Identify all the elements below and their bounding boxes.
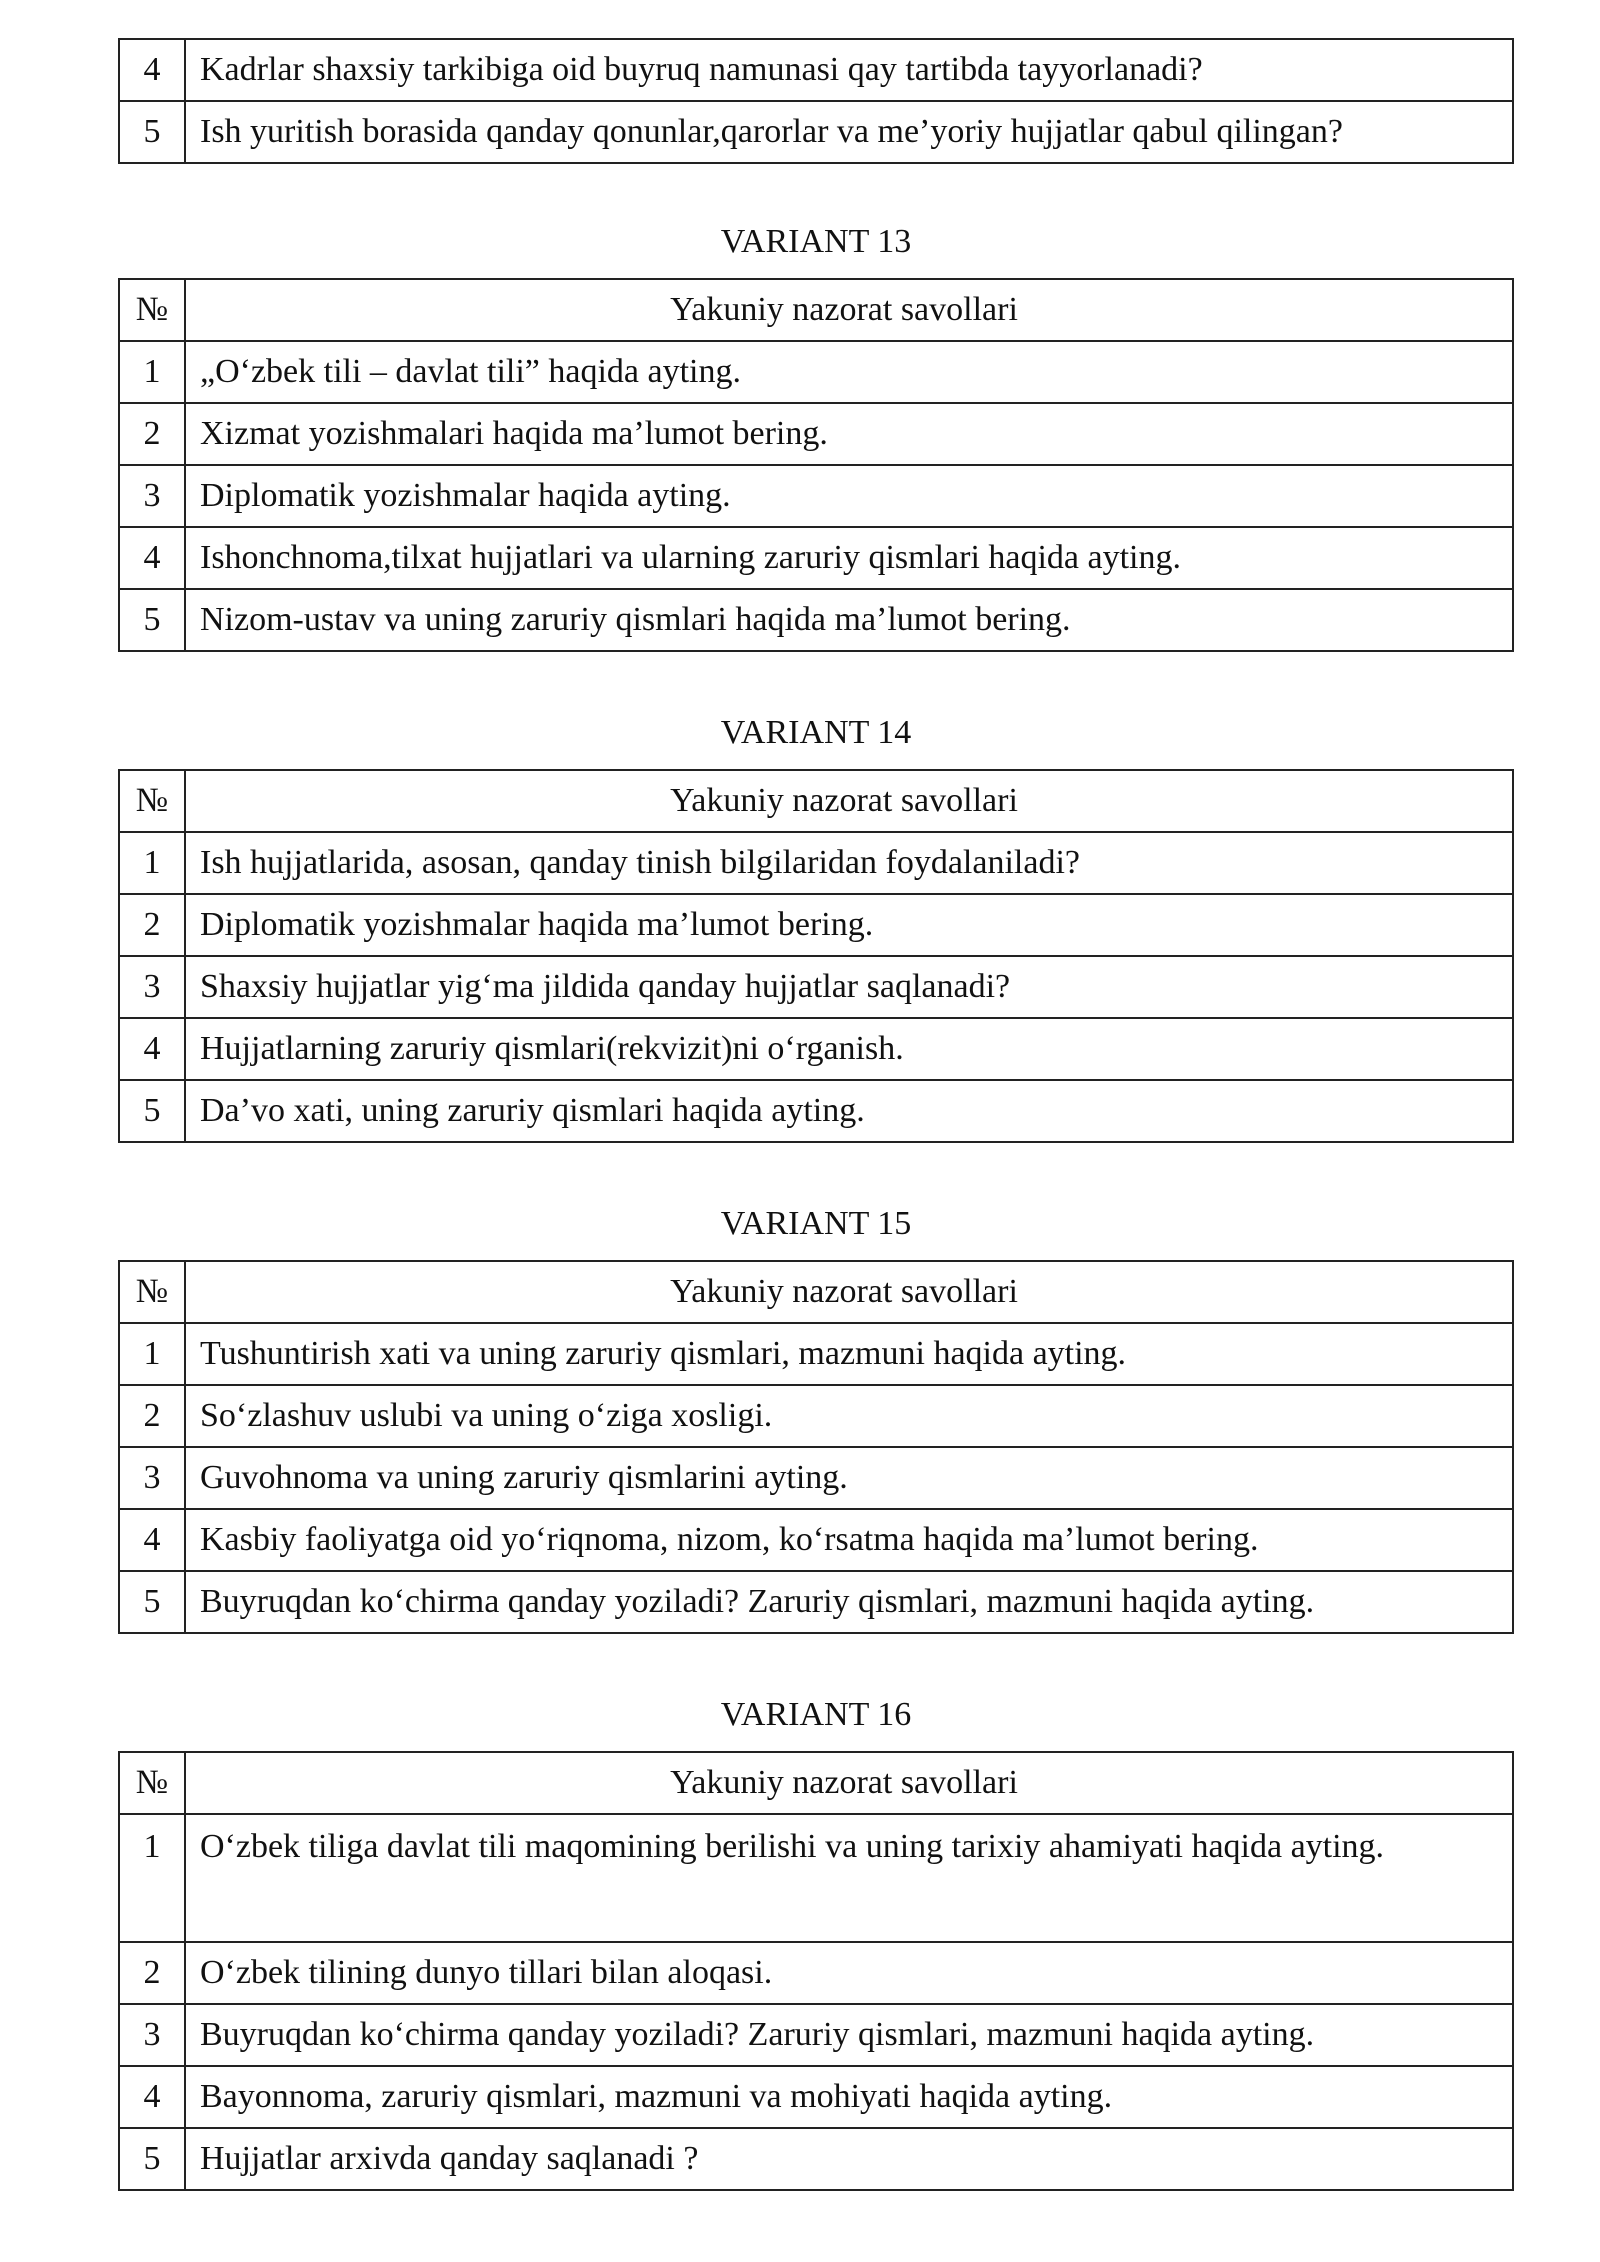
table-row	[119, 1323, 1513, 1385]
question-text: Hujjatlar arxivda qanday saqlanadi ?	[185, 2128, 1513, 2190]
number-column-header: №	[119, 279, 185, 341]
row-number: 2	[119, 403, 185, 465]
table-row	[119, 1385, 1513, 1447]
questions-column-header: Yakuniy nazorat savollari	[185, 1261, 1513, 1323]
table-row	[119, 39, 1513, 101]
question-text: Da’vo xati, uning zaruriy qismlari haqida ayting.	[185, 1080, 1513, 1142]
question-text: Ish hujjatlarida, asosan, qanday tinish bilgilaridan foydalaniladi?	[185, 832, 1513, 894]
row-number: 4	[119, 1509, 185, 1571]
table-row	[119, 2004, 1513, 2066]
questions-column-header: Yakuniy nazorat savollari	[185, 1752, 1513, 1814]
row-number: 4	[119, 1018, 185, 1080]
questions-table	[118, 1260, 1514, 1634]
question-text: O‘zbek tiliga davlat tili maqomining berilishi va uning tarixiy ahamiyati haqida ayting.	[185, 1814, 1513, 1942]
table-row	[119, 894, 1513, 956]
question-text: Buyruqdan ko‘chirma qanday yoziladi? Zaruriy qismlari, mazmuni haqida ayting.	[185, 1571, 1513, 1633]
table-row	[119, 1814, 1513, 1942]
question-text: Diplomatik yozishmalar haqida ayting.	[185, 465, 1513, 527]
document-page	[118, 38, 1514, 2191]
questions-table	[118, 1751, 1514, 2191]
number-column-header: №	[119, 1261, 185, 1323]
row-number: 1	[119, 832, 185, 894]
row-number: 3	[119, 2004, 185, 2066]
question-text: Buyruqdan ko‘chirma qanday yoziladi? Zaruriy qismlari, mazmuni haqida ayting.	[185, 2004, 1513, 2066]
variant-title: VARIANT 16	[720, 1696, 912, 1733]
questions-column-header: Yakuniy nazorat savollari	[185, 279, 1513, 341]
variant-title: VARIANT 15	[720, 1205, 912, 1242]
row-number: 2	[119, 1385, 185, 1447]
question-text: Guvohnoma va uning zaruriy qismlarini ayting.	[185, 1447, 1513, 1509]
row-number: 5	[119, 1080, 185, 1142]
questions-table	[118, 278, 1514, 652]
table-row	[119, 403, 1513, 465]
row-number: 1	[119, 1814, 185, 1942]
question-text: Nizom-ustav va uning zaruriy qismlari haqida ma’lumot bering.	[185, 589, 1513, 651]
question-text: Ishonchnoma,tilxat hujjatlari va ularning zaruriy qismlari haqida ayting.	[185, 527, 1513, 589]
table-row	[119, 1571, 1513, 1633]
table-row	[119, 1942, 1513, 2004]
table-row	[119, 1018, 1513, 1080]
question-text: „O‘zbek tili – davlat tili” haqida ayting.	[185, 341, 1513, 403]
table-row	[119, 1509, 1513, 1571]
row-number: 5	[119, 101, 185, 163]
table-header-row	[119, 770, 1513, 832]
table-row	[119, 832, 1513, 894]
row-number: 3	[119, 465, 185, 527]
questions-column-header: Yakuniy nazorat savollari	[185, 770, 1513, 832]
table-row	[119, 341, 1513, 403]
table-header-row	[119, 1752, 1513, 1814]
row-number: 2	[119, 1942, 185, 2004]
question-text: Shaxsiy hujjatlar yig‘ma jildida qanday hujjatlar saqlanadi?	[185, 956, 1513, 1018]
table-row	[119, 527, 1513, 589]
table-header-row	[119, 1261, 1513, 1323]
variant-16-section	[118, 1695, 1514, 2191]
row-number: 1	[119, 1323, 185, 1385]
table-row	[119, 1447, 1513, 1509]
table-row	[119, 956, 1513, 1018]
variant-title: VARIANT 13	[720, 223, 912, 260]
question-text: Hujjatlarning zaruriy qismlari(rekvizit)ni o‘rganish.	[185, 1018, 1513, 1080]
row-number: 1	[119, 341, 185, 403]
question-text: So‘zlashuv uslubi va uning o‘ziga xosligi.	[185, 1385, 1513, 1447]
table-row	[119, 2128, 1513, 2190]
number-column-header: №	[119, 1752, 185, 1814]
number-column-header: №	[119, 770, 185, 832]
row-number: 4	[119, 527, 185, 589]
table-header-row	[119, 279, 1513, 341]
variant-14-section	[118, 713, 1514, 1143]
question-text: Bayonnoma, zaruriy qismlari, mazmuni va mohiyati haqida ayting.	[185, 2066, 1513, 2128]
previous-variant-table	[118, 38, 1514, 164]
row-number: 3	[119, 956, 185, 1018]
row-number: 5	[119, 589, 185, 651]
row-number: 5	[119, 2128, 185, 2190]
table-row	[119, 101, 1513, 163]
question-text: Diplomatik yozishmalar haqida ma’lumot bering.	[185, 894, 1513, 956]
table-row	[119, 465, 1513, 527]
table-row	[119, 1080, 1513, 1142]
row-number: 4	[119, 2066, 185, 2128]
question-text: Ish yuritish borasida qanday qonunlar,qarorlar va me’yoriy hujjatlar qabul qilingan?	[185, 101, 1513, 163]
question-text: O‘zbek tilining dunyo tillari bilan aloqasi.	[185, 1942, 1513, 2004]
question-text: Kasbiy faoliyatga oid yo‘riqnoma, nizom, ko‘rsatma haqida ma’lumot bering.	[185, 1509, 1513, 1571]
variant-title: VARIANT 14	[720, 714, 912, 751]
row-number: 2	[119, 894, 185, 956]
variant-15-section	[118, 1204, 1514, 1634]
question-text: Tushuntirish xati va uning zaruriy qismlari, mazmuni haqida ayting.	[185, 1323, 1513, 1385]
row-number: 3	[119, 1447, 185, 1509]
questions-table	[118, 769, 1514, 1143]
row-number: 4	[119, 39, 185, 101]
question-text: Xizmat yozishmalari haqida ma’lumot bering.	[185, 403, 1513, 465]
row-number: 5	[119, 1571, 185, 1633]
variant-13-section	[118, 222, 1514, 652]
table-row	[119, 589, 1513, 651]
table-row	[119, 2066, 1513, 2128]
question-text: Kadrlar shaxsiy tarkibiga oid buyruq namunasi qay tartibda tayyorlanadi?	[185, 39, 1513, 101]
